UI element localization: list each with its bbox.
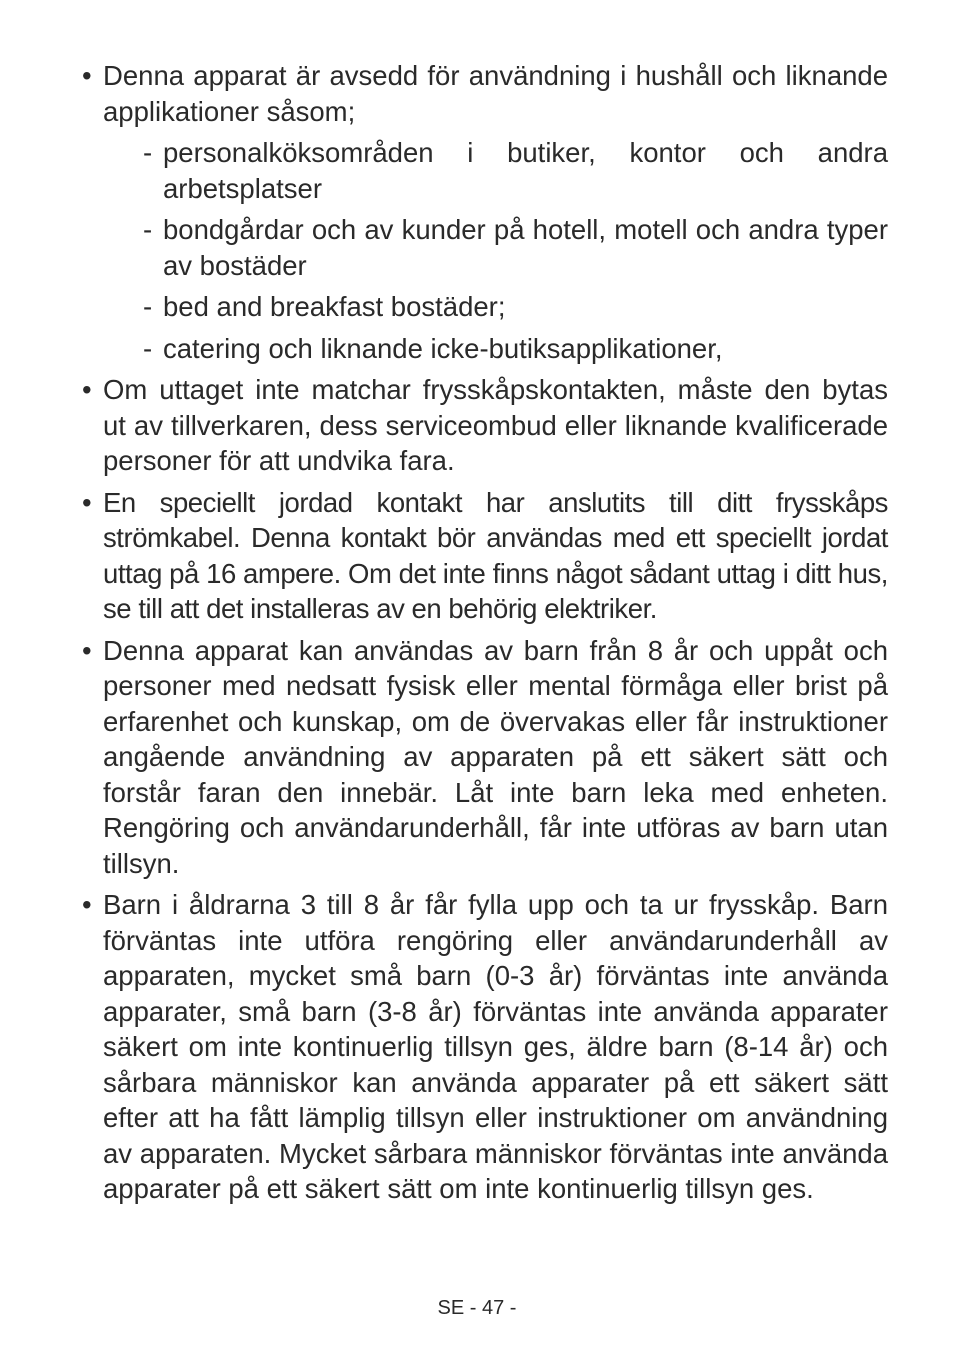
list-item [82, 485, 888, 627]
sub-list-item-text: bed and breakfast bostäder; [163, 291, 506, 322]
dash-icon: - [143, 291, 153, 322]
bullet-icon: • [82, 486, 92, 518]
list-item-text: Om uttaget inte matchar frysskåpskontakten, måste den bytas ut av tillverkaren, dess serviceombud eller liknande kvalificerade personer för att undvika fara. [103, 374, 888, 476]
sub-list-item [103, 212, 888, 283]
bullet-icon: • [82, 374, 92, 405]
list-item-text: Denna apparat kan användas av barn från 8 år och uppåt och personer med nedsatt fysisk eller mental förmåga eller brist på erfarenhet och kunskap, om de övervakas eller får instruktioner angående användning av apparaten på ett säkert sätt och forstår faran den innebär. Låt inte barn leka med enheten. Rengöring och användarunderhåll, får inte utföras av barn utan tillsyn. [103, 634, 888, 879]
sub-list-item-text: bondgårdar och av kunder på hotell, motell och andra typer av bostäder [163, 214, 888, 281]
sub-list-item [103, 135, 888, 206]
list-item-text: En speciellt jordad kontakt har anslutits till ditt frysskåps strömkabel. Denna kontakt bör användas med ett speciellt jordat uttag på 16 ampere. Om det inte finns något sådant uttag i ditt hus, se till att det installeras av en behörig elektriker. [103, 486, 888, 624]
dash-icon: - [143, 137, 153, 168]
sub-list-item [103, 331, 888, 367]
bullet-icon: • [82, 60, 92, 91]
dash-icon: - [143, 214, 153, 245]
safety-instructions-list [82, 58, 888, 1213]
list-item [82, 887, 888, 1207]
bullet-icon: • [82, 634, 92, 666]
dash-icon: - [143, 332, 153, 364]
list-item-text: Denna apparat är avsedd för användning i hushåll och liknande applikationer såsom; [103, 60, 888, 127]
list-item [82, 633, 888, 882]
bullet-icon: • [82, 889, 92, 920]
sub-list [103, 135, 888, 366]
page-number: SE - 47 - [437, 1297, 517, 1319]
sub-list-item-text: catering och liknande icke-butiksapplikationer, [163, 332, 723, 364]
sub-list-item [103, 289, 888, 325]
sub-list-item-text: personalköksområden i butiker, kontor och andra arbetsplatser [163, 137, 888, 204]
list-item [82, 372, 888, 479]
list-item [82, 58, 888, 366]
list-item-text: Barn i åldrarna 3 till 8 år får fylla upp och ta ur frysskåp. Barn förväntas inte utföra rengöring eller användarunderhåll av apparaten, mycket små barn (0-3 år) förväntas inte använda apparater, små barn (3-8 år) förväntas inte använda apparater säkert om inte kontinuerlig tillsyn ges, äldre barn (8-14 år) och sårbara människor kan använda apparater på ett säkert sätt efter att ha fått lämplig tillsyn eller instruktioner om användning av apparaten. Mycket sårbara människor förväntas inte använda apparater på ett säkert sätt om inte kontinuerlig tillsyn ges. [103, 889, 888, 1204]
